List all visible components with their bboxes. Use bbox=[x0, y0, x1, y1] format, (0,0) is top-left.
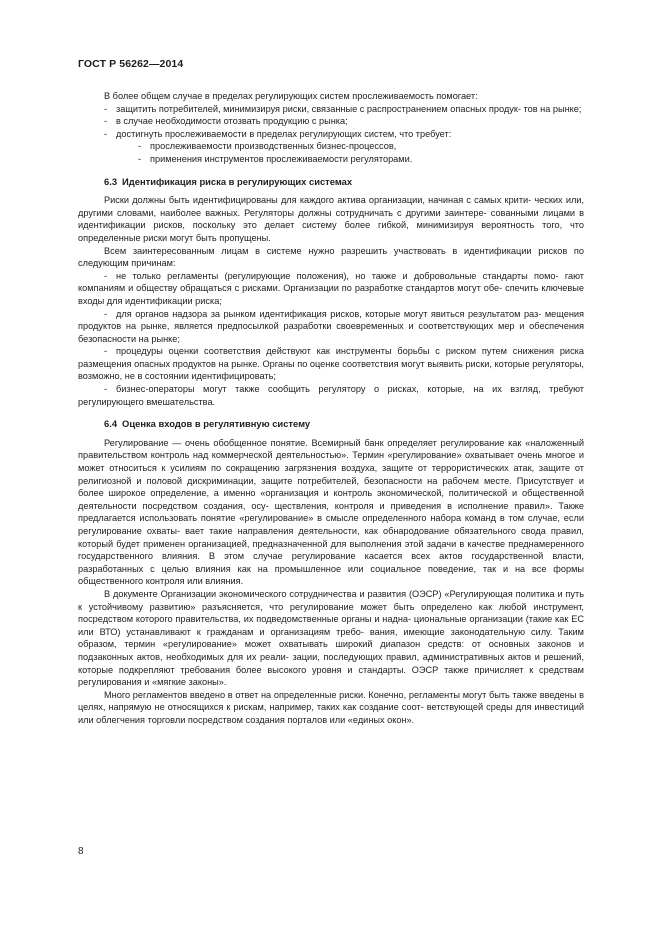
document-header: ГОСТ Р 56262—2014 bbox=[78, 58, 184, 70]
intro-lead: В более общем случае в пределах регулирующих систем прослеживаемость помогает: bbox=[104, 91, 478, 101]
page-number: 8 bbox=[78, 846, 84, 857]
list-item: - бизнес-операторы могут также сообщить регулятору о рисках, которые, на их взгляд, требуют регулирующего вмешательства. bbox=[78, 384, 584, 407]
dash-marker: - bbox=[104, 128, 108, 139]
intro-subitem: - применения инструментов прослеживаемости регуляторами. bbox=[138, 153, 413, 164]
paragraph: Всем заинтересованным лицам в системе нужно разрешить участвовать в идентификации рисков по следующим причинам: bbox=[78, 245, 584, 269]
paragraph: В документе Организации экономического сотрудничества и развития (ОЭСР) «Регулирующая политика и путь к устойчивому развитию» разъясняется, что регулирование может быть определено как любой инструмент, посредством которого правительства, их подведомственные органы и надна- циональные организации (такие как ЕС или ВТО) устанавливают к гражданам и организациям требо- вания, имеющие законодательную силу. Таким образом, термин «регулирование» может охватывать широкий диапазон средств: от основных законов и подзаконных актов, необходимых для их реали- зации, последующих правил, административных актов и решений, которые подкрепляют требования более высокого уровня и стандарты. ОЭСР также причисляет к средствам регулирования и «мягкие законы». bbox=[78, 588, 584, 688]
section-heading-6-3 bbox=[78, 176, 584, 189]
page-body bbox=[78, 90, 584, 727]
dash-marker: - bbox=[104, 103, 108, 114]
paragraph: Регулирование — очень обобщенное понятие. Всемирный банк определяет регулирование как «наложенный правительством контроль над коммерческой деятельностью». Термин «регулирование» охватывает очень многое и может относиться к усилиям по сокращению загрязнения воздуха, защите от террористических атак, защите от религиозной и половой дискриминации, защите потребителей, безопасности на рабочем месте. Присутствует и более широкое определение, а именно «организация и контроль экономической, политической и общественной деятельности посредством создания, осу- ществления, контроля и приведения в исполнение правил». Также предлагается использовать понятие «регулирование» в смысле определенного набора команд в том случае, если регулирование охваты- вает такие направления деятельности, как обнародование обязательного свода правил, который будет применен организацией, предназначенной для выполнения этой задачи в качестве преднамеренного государственного влияния. В этом случае регулирование касается всех актов государственной власти, разработанных с целью влияния как на промышленное или социальное поведение, так и на все формы общественного контроля или влияния. bbox=[78, 437, 584, 587]
intro-item: - защитить потребителей, минимизируя риски, связанные с распространением опасных продук- тов на рынке; bbox=[104, 103, 582, 114]
list-item: - не только регламенты (регулирующие положения), но также и добровольные стандарты помо- гают компаниям и обществу обращаться с рисками. Организации по разработке стандартов могут обе- спечить ключевые входы для идентификации риска; bbox=[78, 270, 584, 306]
dash-marker: - bbox=[104, 384, 108, 395]
intro-item: - достигнуть прослеживаемости в пределах регулирующих систем, что требует: bbox=[104, 128, 452, 139]
dash-marker: - bbox=[104, 116, 108, 127]
dash-marker: - bbox=[104, 270, 108, 281]
dash-marker: - bbox=[138, 153, 142, 164]
dash-marker: - bbox=[104, 308, 108, 319]
section-title: Оценка входов в регулятивную систему bbox=[122, 418, 311, 430]
section-number: 6.4 bbox=[104, 418, 118, 430]
paragraph: Много регламентов введено в ответ на определенные риски. Конечно, регламенты могут быть также введены в целях, напрямую не относящихся к рискам, например, таких как создание соот- ветствующей среды для инвестиций или облегчения торговли посредством создания порталов или «единых окон». bbox=[78, 689, 584, 725]
paragraph: Риски должны быть идентифицированы для каждого актива организации, начиная с самых крити- ческих или, другими словами, наиболее важных. Регуляторы должны сотрудничать с другими заинтере- сованными лицами в идентификации рисков, поскольку это делает систему более гибкой, минимизируя вероятность того, что определенные риски могут быть пропущены. bbox=[78, 195, 584, 243]
list-item: - для органов надзора за рынком идентификация рисков, которые могут явиться результатом раз- мещения продуктов на рынке, является предпосылкой разработки своевременных и соответствующих мер и обеспечения безопасности на рынке; bbox=[78, 308, 584, 344]
intro-item: - в случае необходимости отозвать продукцию с рынка; bbox=[104, 116, 348, 127]
dash-marker: - bbox=[104, 346, 108, 357]
intro-subitem: - прослеживаемости производственных бизнес-процессов, bbox=[138, 141, 397, 152]
section-number: 6.3 bbox=[104, 175, 118, 187]
dash-marker: - bbox=[138, 141, 142, 152]
section-heading-6-4 bbox=[78, 418, 584, 431]
list-item: - процедуры оценки соответствия действуют как инструменты борьбы с риском путем снижения риска размещения опасных продуктов на рынке. Органы по оценке соответствия могут выявить риски, которые регуляторы, возможно, не в состоянии идентифицировать; bbox=[78, 346, 584, 382]
section-title: Идентификация риска в регулирующих системах bbox=[122, 175, 353, 187]
